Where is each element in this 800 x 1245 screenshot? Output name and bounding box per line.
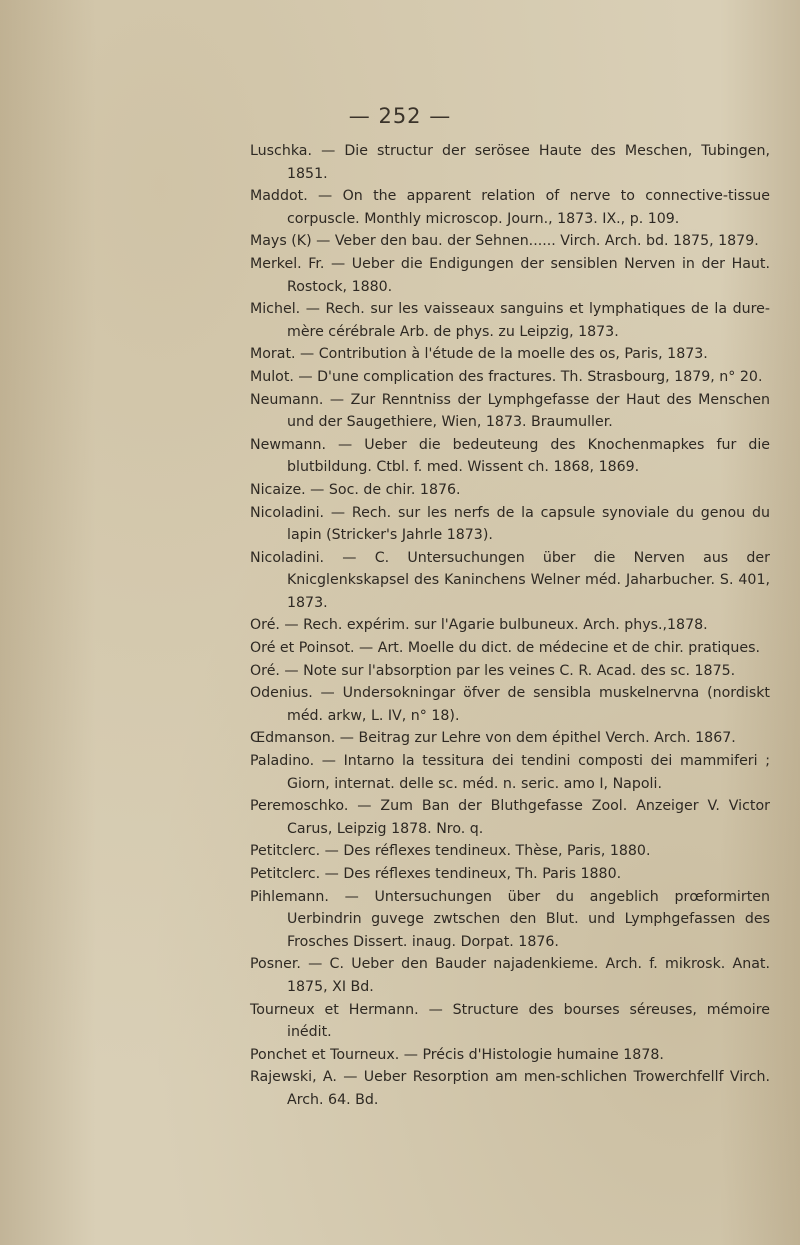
bibliography-entry: Peremoschko. — Zum Ban der Bluthgefasse Zool. Anzeiger V. Victor Carus, Leipzig 1878. Nro. q.	[250, 798, 770, 837]
bibliography-entry: Oré. — Rech. expérim. sur l'Agarie bulbuneux. Arch. phys.,1878.	[250, 617, 708, 634]
bibliography-entry: Pihlemann. — Untersuchungen über du angeblich prœformirten Uerbindrin guvege zwtschen den Blut. und Lymphgefassen des Frosches Dissert. inaug. Dorpat. 1876.	[250, 888, 770, 950]
bibliography-entry: Merkel. Fr. — Ueber die Endigungen der sensiblen Nerven in der Haut. Rostock, 1880.	[250, 255, 770, 295]
bibliography-entry: Luschka. — Die structur der serösee Haute des Meschen, Tubingen, 1851.	[250, 143, 770, 182]
bibliography-entry: Maddot. — On the apparent relation of nerve to connective-tissue corpuscle. Monthly microscop. Journ., 1873. IX., p. 109.	[250, 188, 770, 227]
bibliography-entry: Paladino. — Intarno la tessitura dei tendini composti dei mammiferi ; Giorn, internat. delle sc. méd. n. seric. amo I, Napoli.	[250, 753, 770, 792]
bibliography-entry: Michel. — Rech. sur les vaisseaux sanguins et lymphatiques de la dure-mère cérébrale Arb. de phys. zu Leipzig, 1873.	[250, 301, 770, 340]
bibliography-entry: Ponchet et Tourneux. — Précis d'Histologie humaine 1878.	[250, 1046, 664, 1063]
bibliography-entry: Posner. — C. Ueber den Bauder najadenkieme. Arch. f. mikrosk. Anat. 1875, XI Bd.	[250, 956, 770, 995]
bibliography-entry: Nicoladini. — C. Untersuchungen über die Nerven aus der Knicglenkskapsel des Kaninchens Welner méd. Jaharbucher. S. 401, 1873.	[250, 549, 770, 611]
bibliography-entry: Oré et Poinsot. — Art. Moelle du dict. de médecine et de chir. pratiques.	[250, 640, 760, 657]
bibliography-entry: Rajewski, A. — Ueber Resorption am men-schlichen Trowerchfellf Virch. Arch. 64. Bd.	[250, 1069, 770, 1108]
bibliography-entry: Petitclerc. — Des réflexes tendineux, Th. Paris 1880.	[250, 866, 622, 882]
bibliography-entry: Oré. — Note sur l'absorption par les veines C. R. Acad. des sc. 1875.	[250, 662, 736, 679]
page-number: — 252 —	[348, 104, 452, 128]
bibliography-list	[250, 140, 770, 1112]
bibliography-entry: Œdmanson. — Beitrag zur Lehre von dem épithel Verch. Arch. 1867.	[250, 730, 736, 747]
bibliography-entry: Nicaize. — Soc. de chir. 1876.	[250, 481, 461, 498]
bibliography-entry: Mays (K) — Veber den bau. der Sehnen...... Virch. Arch. bd. 1875, 1879.	[250, 233, 759, 250]
bibliography-entry: Nicoladini. — Rech. sur les nerfs de la capsule synoviale du genou du lapin (Stricker's Jahrle 1873).	[250, 504, 770, 544]
bibliography-entry: Odenius. — Undersokningar öfver de sensibla muskelnervna (nordiskt méd. arkw, L. IV, n° 18).	[250, 685, 770, 724]
bibliography-entry: Neumann. — Zur Renntniss der Lymphgefasse der Haut des Menschen und der Saugethiere, Wien, 1873. Braumuller.	[250, 391, 770, 431]
bibliography-entry: Petitclerc. — Des réflexes tendineux. Thèse, Paris, 1880.	[250, 843, 651, 860]
bibliography-entry: Newmann. — Ueber die bedeuteung des Knochenmapkes fur die blutbildung. Ctbl. f. med. Wissent ch. 1868, 1869.	[250, 436, 770, 476]
bibliography-entry: Tourneux et Hermann. — Structure des bourses séreuses, mémoire inédit.	[250, 1001, 770, 1041]
bibliography-entry: Mulot. — D'une complication des fractures. Th. Strasbourg, 1879, n° 20.	[250, 368, 763, 385]
bibliography-entry: Morat. — Contribution à l'étude de la moelle des os, Paris, 1873.	[250, 346, 708, 363]
